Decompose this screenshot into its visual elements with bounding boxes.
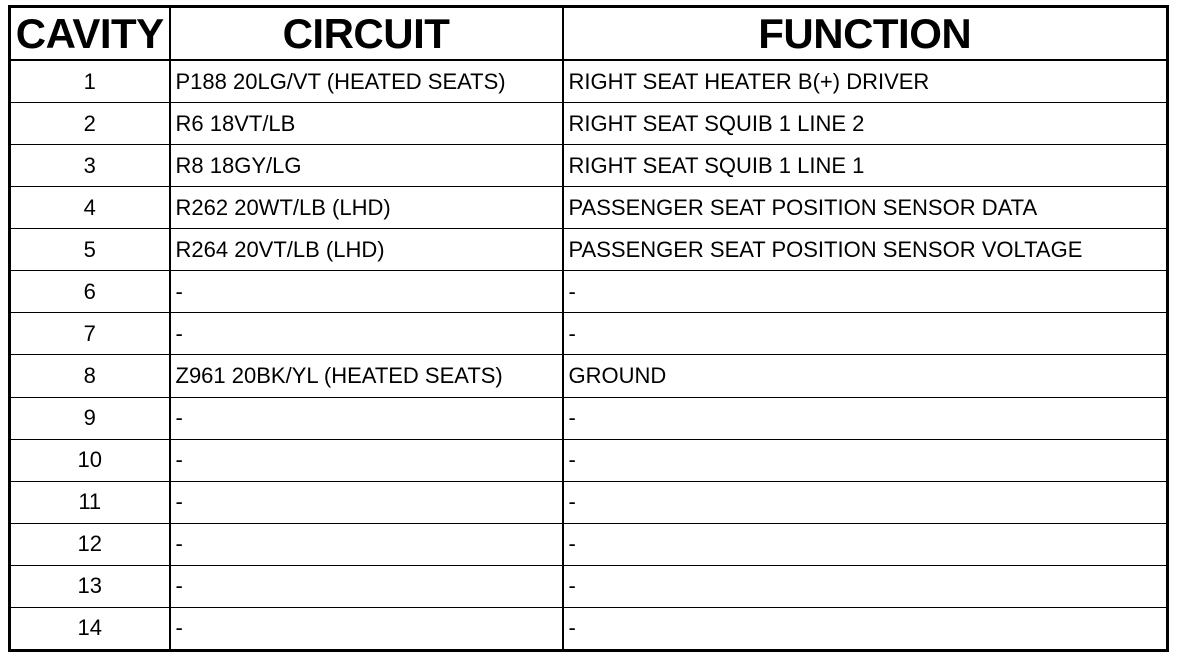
table-body bbox=[10, 60, 1168, 651]
table-row bbox=[10, 271, 1168, 313]
circuit-cell: - bbox=[170, 439, 563, 481]
function-cell: - bbox=[563, 481, 1168, 523]
table-row bbox=[10, 607, 1168, 650]
table-row bbox=[10, 187, 1168, 229]
function-cell: - bbox=[563, 607, 1168, 650]
circuit-cell: - bbox=[170, 481, 563, 523]
table-row bbox=[10, 355, 1168, 397]
cavity-cell: 9 bbox=[10, 397, 170, 439]
cavity-cell: 3 bbox=[10, 145, 170, 187]
cavity-cell: 10 bbox=[10, 439, 170, 481]
table-row bbox=[10, 397, 1168, 439]
table-row bbox=[10, 60, 1168, 103]
function-cell: RIGHT SEAT SQUIB 1 LINE 2 bbox=[563, 103, 1168, 145]
cavity-cell: 2 bbox=[10, 103, 170, 145]
table-row bbox=[10, 439, 1168, 481]
circuit-cell: - bbox=[170, 523, 563, 565]
cavity-cell: 13 bbox=[10, 565, 170, 607]
cavity-cell: 4 bbox=[10, 187, 170, 229]
circuit-cell: R264 20VT/LB (LHD) bbox=[170, 229, 563, 271]
connector-pinout-table bbox=[8, 5, 1169, 652]
table-row bbox=[10, 145, 1168, 187]
cavity-cell: 12 bbox=[10, 523, 170, 565]
circuit-cell: Z961 20BK/YL (HEATED SEATS) bbox=[170, 355, 563, 397]
cavity-cell: 7 bbox=[10, 313, 170, 355]
cavity-cell: 8 bbox=[10, 355, 170, 397]
table-row bbox=[10, 103, 1168, 145]
function-cell: - bbox=[563, 565, 1168, 607]
table-row bbox=[10, 481, 1168, 523]
function-cell: - bbox=[563, 271, 1168, 313]
cavity-cell: 11 bbox=[10, 481, 170, 523]
function-cell: - bbox=[563, 523, 1168, 565]
circuit-cell: - bbox=[170, 397, 563, 439]
cavity-cell: 1 bbox=[10, 60, 170, 103]
function-cell: - bbox=[563, 439, 1168, 481]
circuit-cell: - bbox=[170, 607, 563, 650]
circuit-cell: R262 20WT/LB (LHD) bbox=[170, 187, 563, 229]
header-row bbox=[10, 7, 1168, 61]
circuit-cell: R8 18GY/LG bbox=[170, 145, 563, 187]
cavity-cell: 14 bbox=[10, 607, 170, 650]
function-cell: PASSENGER SEAT POSITION SENSOR DATA bbox=[563, 187, 1168, 229]
circuit-cell: - bbox=[170, 271, 563, 313]
table-row bbox=[10, 523, 1168, 565]
table-row bbox=[10, 229, 1168, 271]
function-cell: - bbox=[563, 313, 1168, 355]
circuit-cell: - bbox=[170, 313, 563, 355]
table-row bbox=[10, 565, 1168, 607]
circuit-cell: - bbox=[170, 565, 563, 607]
function-cell: RIGHT SEAT HEATER B(+) DRIVER bbox=[563, 60, 1168, 103]
cavity-cell: 6 bbox=[10, 271, 170, 313]
cavity-cell: 5 bbox=[10, 229, 170, 271]
header-cavity: CAVITY bbox=[10, 7, 170, 61]
header-circuit: CIRCUIT bbox=[170, 7, 563, 61]
circuit-cell: P188 20LG/VT (HEATED SEATS) bbox=[170, 60, 563, 103]
table-row bbox=[10, 313, 1168, 355]
circuit-cell: R6 18VT/LB bbox=[170, 103, 563, 145]
function-cell: RIGHT SEAT SQUIB 1 LINE 1 bbox=[563, 145, 1168, 187]
function-cell: PASSENGER SEAT POSITION SENSOR VOLTAGE bbox=[563, 229, 1168, 271]
function-cell: - bbox=[563, 397, 1168, 439]
function-cell: GROUND bbox=[563, 355, 1168, 397]
header-function: FUNCTION bbox=[563, 7, 1168, 61]
